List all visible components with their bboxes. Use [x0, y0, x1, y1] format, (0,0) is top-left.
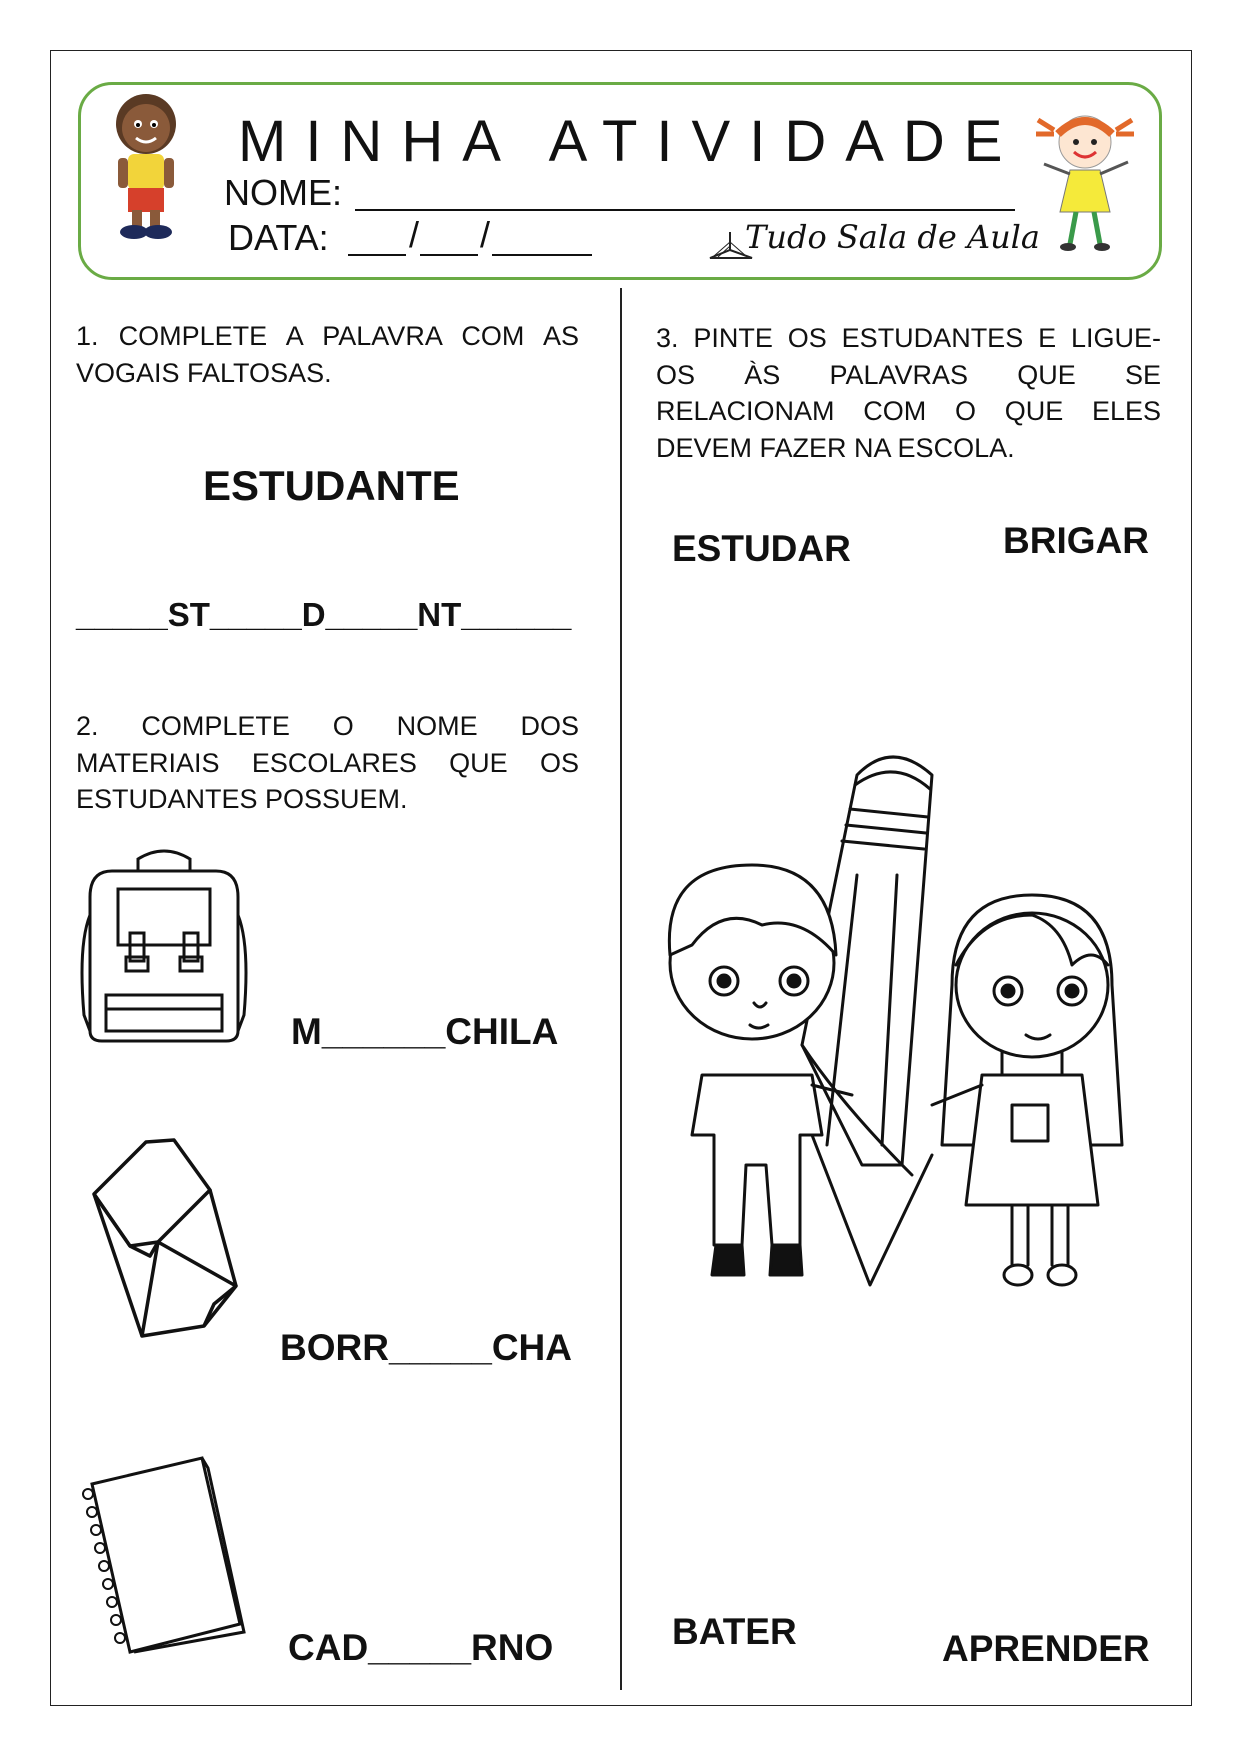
word-aprender[interactable]: APRENDER — [942, 1628, 1150, 1669]
word-estudar[interactable]: ESTUDAR — [672, 528, 851, 569]
column-divider — [620, 288, 622, 1690]
name-label: NOME: — [224, 172, 343, 213]
eraser-word[interactable]: BORR_____CHA — [280, 1327, 572, 1368]
question-1-blank-word[interactable]: _____ST_____D_____NT______ — [76, 596, 572, 633]
notebook-word[interactable]: CAD_____RNO — [288, 1627, 554, 1668]
name-input-line[interactable] — [355, 209, 1015, 211]
notebook-icon — [74, 1454, 246, 1654]
word-brigar[interactable]: BRIGAR — [1003, 520, 1149, 561]
students-with-pencil-illustration — [652, 745, 1162, 1340]
backpack-icon — [78, 845, 250, 1043]
question-2-text: 2. COMPLETE O NOME DOS MATERIAIS ESCOLARES QUE OS ESTUDANTES POSSUEM. — [76, 711, 579, 814]
date-month-line[interactable] — [420, 254, 478, 256]
date-separator: / — [409, 214, 420, 255]
backpack-word[interactable]: M______CHILA — [291, 1011, 559, 1052]
brand-logo-text: Tudo Sala de Aula — [745, 218, 1040, 256]
word-bater[interactable]: BATER — [672, 1611, 797, 1652]
eraser-icon — [90, 1136, 256, 1342]
question-1-word: ESTUDANTE — [203, 462, 460, 509]
date-label: DATA: — [228, 217, 329, 258]
question-1-text: 1. COMPLETE A PALAVRA COM AS VOGAIS FALTOSAS. — [76, 321, 579, 388]
date-day-line[interactable] — [348, 254, 406, 256]
date-year-line[interactable] — [492, 254, 592, 256]
worksheet-title: MINHA ATIVIDADE — [238, 109, 1022, 174]
girl-character-icon — [1030, 104, 1140, 254]
boy-character-icon — [104, 92, 190, 248]
date-separator: / — [480, 214, 491, 255]
question-3-text: 3. PINTE OS ESTUDANTES E LIGUE-OS ÀS PALAVRAS QUE SE RELACIONAM COM O QUE ELES DEVEM FAZER NA ESCOLA. — [656, 323, 1161, 463]
